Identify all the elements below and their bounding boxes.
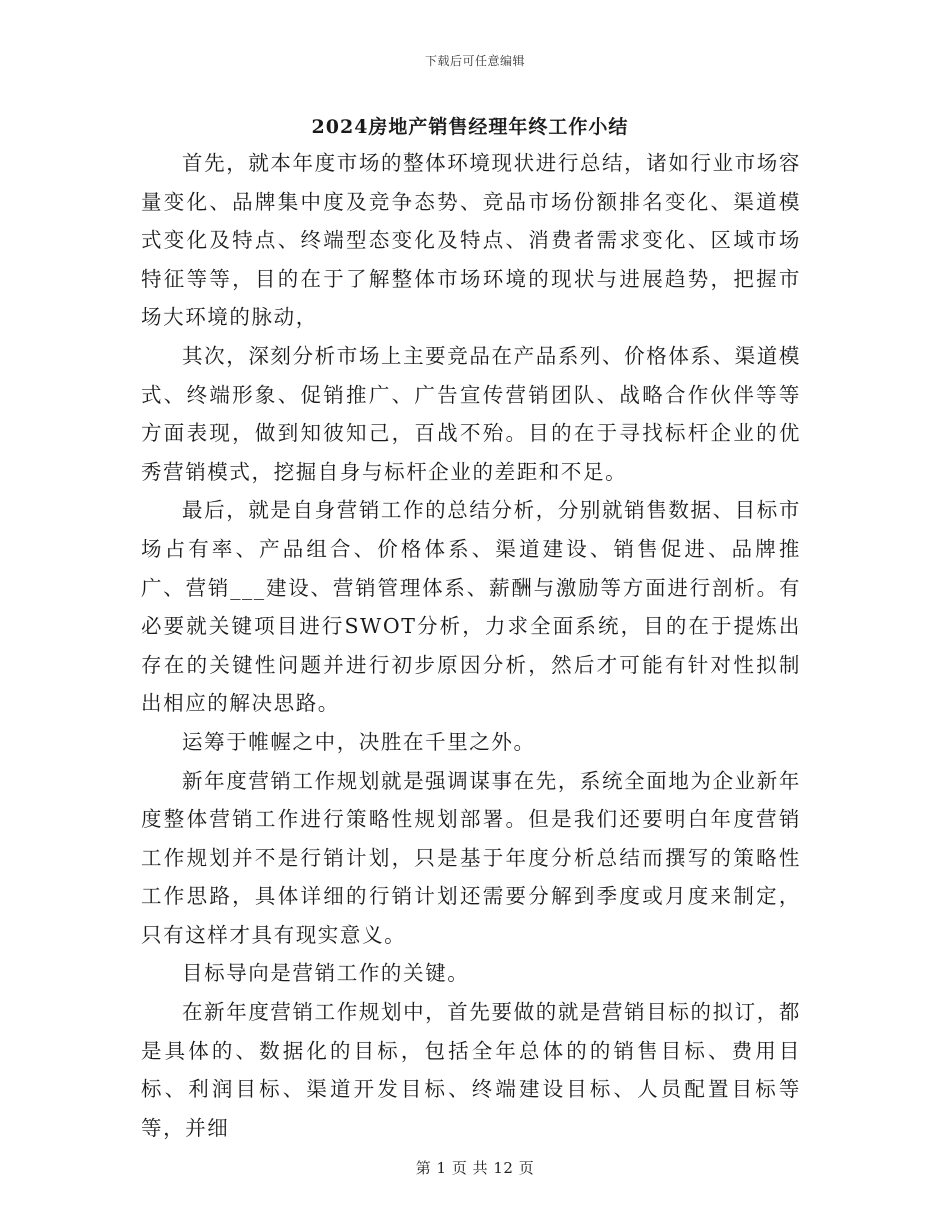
document-title: 2024房地产销售经理年终工作小结 (311, 116, 629, 138)
paragraph: 运筹于帷幄之中，决胜在千里之外。 (182, 729, 536, 754)
page-number: 第 1 页 共 12 页 (415, 1159, 535, 1177)
document-body (141, 144, 801, 1147)
paragraph: 在新年度营销工作规划中，首先要做的就是营销目标的拟订，都是具体的、数据化的目标，包括全年总体的的销售目标、费用目标、利润目标、渠道开发目标、终端建设目标、人员配置目标等等，并细 (141, 1000, 801, 1140)
header-note: 下载后可任意编辑 (424, 54, 525, 68)
paragraph: 目标导向是营销工作的关键。 (182, 961, 470, 986)
paragraph: 新年度营销工作规划就是强调谋事在先，系统全面地为企业新年度整体营销工作进行策略性规划部署。但是我们还要明白年度营销工作规划并不是行销计划，只是基于年度分析总结而撰写的策略性工作思路，具体详细的行销计划还需要分解到季度或月度来制定，只有这样才具有现实意义。 (141, 768, 801, 947)
paragraph: 首先，就本年度市场的整体环境现状进行总结，诸如行业市场容量变化、品牌集中度及竞争态势、竞品市场份额排名变化、渠道模式变化及特点、终端型态变化及特点、消费者需求变化、区域市场特征等等，目的在于了解整体市场环境的现状与进展趋势，把握市场大环境的脉动， (141, 151, 801, 330)
paragraph: 最后，就是自身营销工作的总结分析，分别就销售数据、目标市场占有率、产品组合、价格体系、渠道建设、销售促进、品牌推广、营销___建设、营销管理体系、薪酬与激励等方面进行剖析。有必要就关键项目进行SWOT分析，力求全面系统，目的在于提炼出存在的关键性问题并进行初步原因分析，然后才可能有针对性拟制出相应的解决思路。 (141, 498, 801, 716)
paragraph: 其次，深刻分析市场上主要竞品在产品系列、价格体系、渠道模式、终端形象、促销推广、广告宣传营销团队、战略合作伙伴等等方面表现，做到知彼知己，百战不殆。目的在于寻找标杆企业的优秀营销模式，挖掘自身与标杆企业的差距和不足。 (141, 343, 801, 484)
